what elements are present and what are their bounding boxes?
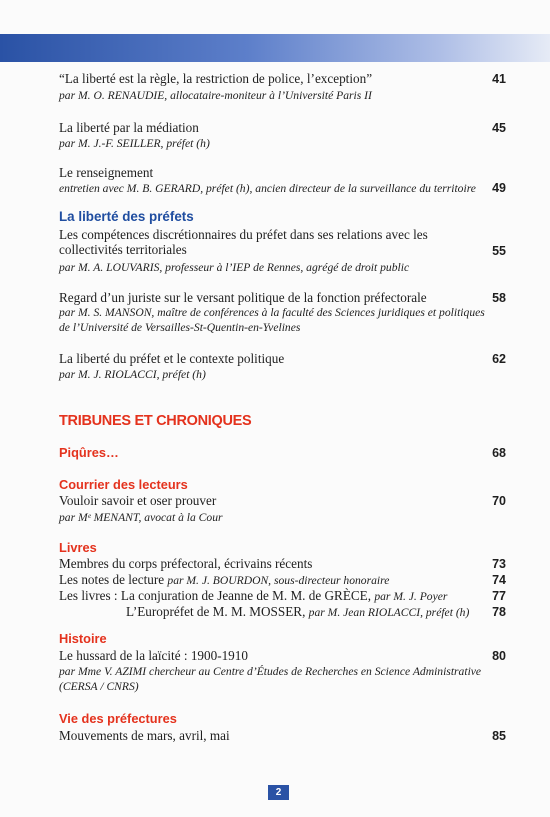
- toc-entry-page[interactable]: 80: [492, 649, 506, 663]
- rubric-livres: Livres: [59, 540, 97, 555]
- toc-entry-title[interactable]: La liberté par la médiation: [59, 120, 199, 135]
- toc-entry-page[interactable]: 41: [492, 72, 506, 86]
- toc-entry-author: par M. J. RIOLACCI, préfet (h): [59, 368, 206, 381]
- rubric-courrier: Courrier des lecteurs: [59, 477, 188, 492]
- entry-text: Les notes de lecture: [59, 572, 168, 587]
- toc-entry-title[interactable]: [59, 588, 447, 604]
- toc-entry-title[interactable]: La liberté du préfet et le contexte politique: [59, 351, 285, 366]
- rubric-histoire: Histoire: [59, 631, 107, 646]
- toc-entry-author: entretien avec M. B. GERARD, préfet (h), ancien directeur de la surveillance du territoire: [59, 182, 476, 195]
- entry-author: par M. Jean RIOLACCI, préfet (h): [308, 606, 470, 619]
- toc-entry-author: par M. S. MANSON, maître de conférences à la faculté des Sciences juridiques et politiques de l’Université de Versailles-St-Quentin-en-Yvelines: [59, 306, 485, 334]
- toc-entry-page[interactable]: 74: [492, 573, 506, 587]
- toc-entry-title[interactable]: Mouvements de mars, avril, mai: [59, 728, 230, 743]
- toc-entry-author: par M. O. RENAUDIE, allocataire-moniteur à l’Université Paris II: [59, 89, 372, 102]
- toc-entry-title[interactable]: Regard d’un juriste sur le versant politique de la fonction préfectorale: [59, 290, 427, 305]
- entry-author: par M. J. Poyer: [374, 590, 448, 603]
- toc-entry-title[interactable]: Le hussard de la laïcité : 1900-1910: [59, 648, 248, 663]
- toc-entry-page[interactable]: 55: [492, 244, 506, 258]
- toc-entry-page[interactable]: 77: [492, 589, 506, 603]
- page-number: 2: [268, 785, 289, 800]
- toc-entry-page[interactable]: 73: [492, 557, 506, 571]
- toc-entry-page[interactable]: 85: [492, 729, 506, 743]
- toc-entry-page[interactable]: 62: [492, 352, 506, 366]
- toc-entry-page[interactable]: 45: [492, 121, 506, 135]
- entry-author: par M. J. BOURDON, sous-directeur honoraire: [167, 574, 390, 587]
- toc-entry-page[interactable]: 58: [492, 291, 506, 305]
- toc-entry-page[interactable]: 70: [492, 494, 506, 508]
- toc-entry-title[interactable]: Vouloir savoir et oser prouver: [59, 493, 217, 508]
- toc-entry-page[interactable]: 49: [492, 181, 506, 195]
- toc-entry-author: par Mme V. AZIMI chercheur au Centre d’Études de Recherches en Science Administrative (CERSA / CNRS): [59, 665, 482, 693]
- entry-text: Les livres : La conjuration de Jeanne de M. M. de GRÈCE,: [59, 588, 375, 603]
- toc-entry-author: par Mᵉ MENANT, avocat à la Cour: [59, 511, 223, 524]
- toc-entry-page[interactable]: 68: [492, 446, 506, 460]
- section-heading: La liberté des préfets: [59, 209, 194, 224]
- toc-entry-author: par M. A. LOUVARIS, professeur à l’IEP de Rennes, agrégé de droit public: [59, 261, 410, 274]
- rubric-vie-des-prefectures: Vie des préfectures: [59, 711, 177, 726]
- toc-entry-title[interactable]: Le renseignement: [59, 165, 154, 180]
- toc-entry-title[interactable]: Les compétences discrétionnaires du préfet dans ses relations avec les collectivités territoriales: [59, 227, 428, 257]
- toc-entry-title[interactable]: Membres du corps préfectoral, écrivains récents: [59, 556, 313, 571]
- rubric-piqures[interactable]: Piqûres…: [59, 445, 119, 460]
- toc-entry-title[interactable]: [126, 604, 469, 620]
- toc-entry-page[interactable]: 78: [492, 605, 506, 619]
- toc-entry-title[interactable]: “La liberté est la règle, la restriction de police, l’exception”: [59, 71, 373, 86]
- toc-entry-author: par M. J.-F. SEILLER, préfet (h): [59, 137, 210, 150]
- major-heading: TRIBUNES ET CHRONIQUES: [59, 413, 252, 429]
- toc-entry-title[interactable]: [59, 572, 389, 588]
- entry-text: L’Europréfet de M. M. MOSSER,: [126, 604, 309, 619]
